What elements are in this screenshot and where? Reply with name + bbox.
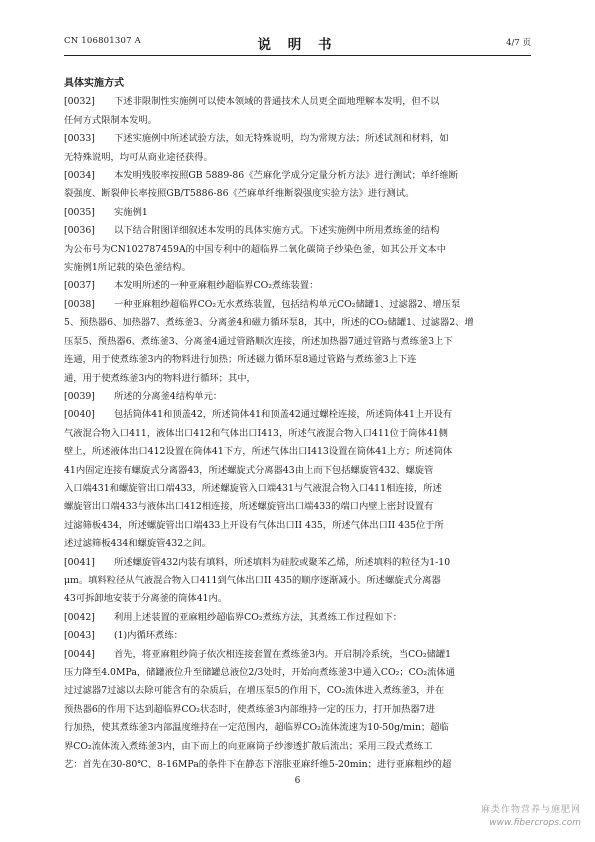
paragraph-first-line: 下述实施例中所述试验方法，如无特殊说明，均为常规方法；所述试剂和材料，如: [114, 133, 449, 145]
paragraph-number: [0034]: [64, 170, 95, 182]
section-title: 具体实施方式: [64, 78, 124, 89]
paragraph-continuation-line: 5、预热器6、加热器7、煮练釜3、分离釜4和磁力循环泵8，其中，所述的CO₂储罐1、过滤器2、增: [64, 317, 474, 329]
document-body: [64, 75, 531, 774]
paragraph-continuation-line: 行加热，使其煮练釜3内部温度维持在一定范围内，超临界CO₂流体流速为10-50g/min；超临: [64, 722, 449, 734]
paragraph-continuation-line: 压泵5、预热器6、煮练釜3、分离釜4通过管路顺次连接，所述加热器7通过管路与煮练釜3上下: [64, 335, 453, 347]
paragraph-first-line: 所述的分离釜4结构单元：: [114, 390, 223, 402]
paragraph-first-line: 一种亚麻粗纱超临界CO₂无水煮练装置，包括结构单元CO₂储罐1、过滤器2、增压泵: [114, 298, 461, 310]
paragraph-continuation-line: 螺旋管出口端433与液体出口412相连接，所述螺旋管出口端433的端口内壁上密封设置有: [64, 501, 434, 513]
paragraph-number: [0038]: [64, 298, 95, 310]
paragraph-continuation-line: 无特殊说明，均可从商业途径获得。: [64, 151, 213, 163]
paragraph-first-line: 本发明所述的一种亚麻粗纱超临界CO₂煮练装置：: [114, 280, 319, 292]
paragraph-number: [0036]: [64, 225, 95, 237]
watermark: [481, 804, 581, 830]
paragraph: [64, 609, 531, 627]
paragraph-continuation-line: 实施例1所记载的染色釜结构。: [64, 262, 191, 274]
paragraph: [64, 204, 531, 222]
paragraph: [64, 296, 531, 314]
paragraph: [64, 93, 531, 111]
watermark-site-name: 麻类作物营养与施肥网: [480, 805, 581, 815]
paragraph-continuation-line: 压力降至4.0MPa，储罐液位升至储罐总液位2/3处时，开始向煮练釜3中通入CO₂；CO₂流体通: [64, 667, 455, 678]
paragraph-continuation-line: 为公布号为CN102787459A的中国专利中的超临界二氧化碳筒子纱染色釜，如其公开文本中: [64, 243, 446, 255]
page-number: 6: [294, 776, 301, 786]
header-rule: [64, 55, 531, 56]
paragraph-first-line: 利用上述装置的亚麻粗纱超临界CO₂煮练方法，其煮练工作过程如下：: [114, 611, 403, 623]
watermark-url: www.fibercrops.com: [489, 818, 581, 828]
paragraph-number: [0044]: [64, 648, 95, 660]
paragraph-number: [0041]: [64, 556, 95, 568]
paragraph-first-line: 下述非限制性实施例可以使本领域的普通技术人员更全面地理解本发明，但不以: [114, 96, 440, 108]
paragraph-continuation-line: 气液混合物入口411，液体出口412和气体出口I413，所述气液混合物入口411位于筒体41侧: [64, 427, 448, 439]
paragraph-continuation-line: 述过滤筛板434和螺旋管432之间。: [64, 538, 212, 550]
paragraph: [64, 222, 531, 240]
paragraph-continuation-line: 壁上，所述液体出口412设置在筒体41下方，所述气体出口I413设置在筒体41上方；所述筒体: [64, 446, 453, 458]
paragraph-first-line: 首先，将亚麻粗纱筒子依次相连接套置在煮练釜3内。开启制冷系统，当CO₂储罐1: [114, 648, 452, 660]
paragraph: [64, 646, 531, 664]
paragraph-number: [0043]: [64, 630, 95, 642]
paragraph-number: [0035]: [64, 206, 95, 218]
page-header: [64, 36, 531, 52]
paragraph-continuation-line: 艺：首先在30-80℃、8-16MPa的条件下在静态下溶胀亚麻纤维5-20min；进行亚麻粗纱的超: [64, 759, 452, 771]
page-indicator: 4/7 页: [506, 38, 531, 48]
paragraph: [64, 388, 531, 406]
paragraph-continuation-line: 43可拆卸地安装于分离釜的筒体41内。: [64, 593, 228, 605]
paragraph-number: [0037]: [64, 280, 95, 292]
paragraph-number: [0033]: [64, 133, 95, 145]
paragraph: [64, 167, 531, 185]
paragraph-continuation-line: μm。填料粒径从气液混合物入口411到气体出口II 435的顺序逐渐减小。所述螺旋式分离器: [64, 574, 441, 586]
paragraph-first-line: 实施例1: [114, 206, 148, 218]
paragraph-continuation-line: 预热器6的作用下达到超临界CO₂状态时，使煮练釜3内部维持一定的压力，打开加热器7进: [64, 703, 435, 715]
paragraph-continuation-line: 41内固定连接有螺旋式分离器43，所述螺旋式分离器43由上而下包括螺旋管432、螺旋管: [64, 464, 434, 476]
paragraph-continuation-line: 通，用于使煮练釜3内的物料进行循环；其中，: [64, 372, 256, 384]
paragraph-continuation-line: 连通，用于使煮练釜3内的物料进行加热；所述磁力循环泵8通过管路与煮练釜3上下连: [64, 354, 417, 366]
paragraph-first-line: 所述螺旋管432内装有填料，所述填料为硅胶或聚苯乙烯，所述填料的粒径为1-10: [114, 556, 451, 568]
document-number: CN 106801307 A: [64, 36, 141, 46]
document-title: 说 明 书: [257, 37, 338, 53]
paragraph-continuation-line: 裂强度、断裂伸长率按照GB/T5886-86《苎麻单纤维断裂强度实验方法》进行测试。: [64, 188, 415, 200]
paragraph: [64, 406, 531, 424]
paragraph-first-line: 本发明残胶率按照GB 5889-86《苎麻化学成分定量分析方法》进行测试；单纤维断: [114, 170, 459, 182]
paragraph-continuation-line: 过滤筛板434，所述螺旋管出口端433上开设有气体出口II 435，所述气体出口II 435位于所: [64, 519, 444, 531]
paragraph-first-line: 包括筒体41和顶盖42，所述筒体41和顶盖42通过螺栓连接，所述筒体41上开设有: [114, 409, 453, 421]
paragraph-list: [64, 93, 531, 774]
paragraph-number: [0042]: [64, 611, 95, 623]
paragraph-continuation-line: 过过滤器7过滤以去除可能含有的杂质后，在增压泵5的作用下，CO₂流体进入煮练釜3，并在: [64, 685, 445, 697]
paragraph: [64, 554, 531, 572]
paragraph-first-line: (1)内循环煮练：: [114, 630, 183, 642]
paragraph-continuation-line: 任何方式限制本发明。: [64, 114, 157, 126]
paragraph-number: [0040]: [64, 409, 95, 421]
paragraph-number: [0032]: [64, 96, 95, 108]
paragraph-continuation-line: 界CO₂流体流入煮练釜3内，由下而上的向亚麻筒子纱渗透扩散后流出；采用三段式煮练工: [64, 740, 433, 752]
paragraph-number: [0039]: [64, 390, 95, 402]
paragraph-first-line: 以下结合附图详细叙述本发明的具体实施方式。下述实施例中所用煮练釜的结构: [114, 225, 440, 237]
paragraph: [64, 277, 531, 295]
paragraph-continuation-line: 入口端431和螺旋管出口端433，所述螺旋管入口端431与气液混合物入口411相连接，所述: [64, 482, 442, 494]
paragraph: [64, 627, 531, 645]
paragraph: [64, 130, 531, 148]
